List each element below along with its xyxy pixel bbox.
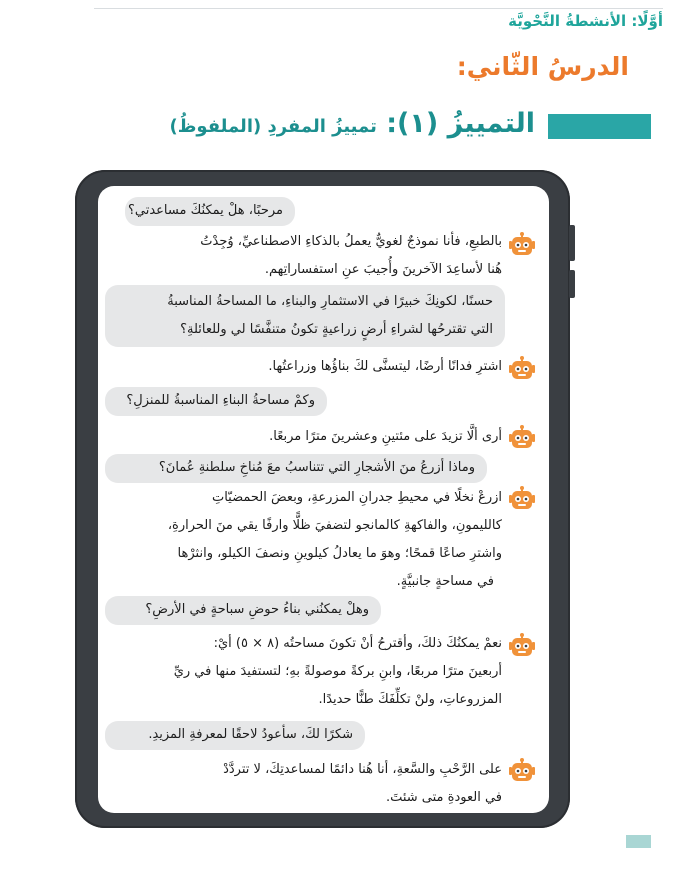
message-text: نعمْ يمكنُكَ ذلكَ، وأقترحُ أنْ تكونَ مساحتُه (٨ × ٥) أيْ: [213,636,502,651]
message-text: حسنًا، لكونِكَ خبيرًا في الاستثمارِ والبناءِ، ما المساحةُ المناسبةُ [167,294,493,309]
robot-icon [508,425,536,451]
bot-message [223,756,502,812]
robot-icon [508,486,536,512]
message-text: في مساحةٍ جانبيَّةٍ. [396,574,494,589]
message-text: هُنا لأساعِدَ الآخرينَ وأُجيبَ عنِ استفساراتِهم. [264,262,502,277]
user-message-bubble [105,454,487,483]
page-corner-tab [626,835,651,848]
message-text: وهلْ يمكنُني بناءُ حوضِ سباحةٍ في الأرضِ؟ [145,602,369,617]
user-message-bubble [125,197,295,226]
bot-message [268,353,502,381]
message-text: واشترِ صاعًا قمحًا؛ وهوَ ما يعادلُ كيلوينِ ونصفَ الكيلو، وانثرْها [177,546,502,561]
message-text: في العودةِ متى شئتَ. [385,790,502,805]
page-title [169,108,535,139]
user-message-bubble [105,721,365,750]
chat-screen [98,186,549,813]
message-text: كالليمونِ، والفاكهةِ كالمانجو لتضفيَ ظلًّا وارفًا يقي منَ الحرارةِ، [167,518,502,533]
bot-message [174,630,502,714]
message-text: ازرعْ نخلًا في محيطِ جدرانِ المزرعةِ، وبعضَ الحمضيّاتِ [211,490,502,505]
message-text: وكمْ مساحةُ البناءِ المناسبةُ للمنزلِ؟ [126,393,315,408]
tablet-side-button [569,270,575,298]
message-text: أرى ألَّا تزيدَ على مئتينِ وعشرينَ مترًا مربعًا. [269,429,502,444]
tablet-side-button [569,225,575,261]
page-title-sub: تمييزُ المفردِ (الملفوظُ) [169,116,377,137]
page-title-main: التمييزُ (١): [376,108,535,139]
robot-icon [508,232,536,258]
user-message-bubble [105,596,381,625]
section-label: أوَّلًا: الأنشطةُ النَّحْويَّة [508,12,663,30]
heading-accent-bar [548,114,651,139]
top-divider [94,8,663,9]
message-text: مرحبًا، هلْ يمكنُكَ مساعدتي؟ [128,203,283,218]
robot-icon [508,758,536,784]
bot-message [269,423,502,451]
user-message-bubble [105,387,327,416]
bot-message [200,228,502,284]
bot-message [168,484,502,596]
user-message-bubble [105,285,505,347]
lesson-title: الدرسُ الثّاني: [456,52,629,81]
message-text: التي تقترحُها لشراءِ أرضٍ زراعيةٍ تكونُ متنفَّسًا لي وللعائلةِ؟ [180,322,493,337]
robot-icon [508,356,536,382]
message-text: المزروعاتِ، ولنْ تكلِّفَكَ طنًّا حديدًا. [318,692,502,707]
message-text: اشترِ فدانًا أرضًا، ليتسنَّى لكَ بناؤُها وزراعتُها. [268,359,502,374]
message-text: على الرَّحْبِ والسَّعةِ، أنا هُنا دائمًا لمساعدتِكَ، لا تتردَّدْ [223,762,502,777]
message-text: بالطبعِ، فأنا نموذجٌ لغويٌّ يعملُ بالذكاءِ الاصطناعيِّ، وُجِدْتُ [200,234,502,249]
message-text: شكرًا لكَ، سأعودُ لاحقًا لمعرفةِ المزيدِ. [148,727,353,742]
robot-icon [508,633,536,659]
message-text: أربعينَ مترًا مربعًا، وابنِ بركةً موصولةً بهِ؛ لتستفيدَ منها في ريِّ [173,664,502,679]
message-text: وماذا أزرعُ منَ الأشجارِ التي تتناسبُ معَ مُناخِ سلطنةِ عُمانَ؟ [158,460,475,475]
